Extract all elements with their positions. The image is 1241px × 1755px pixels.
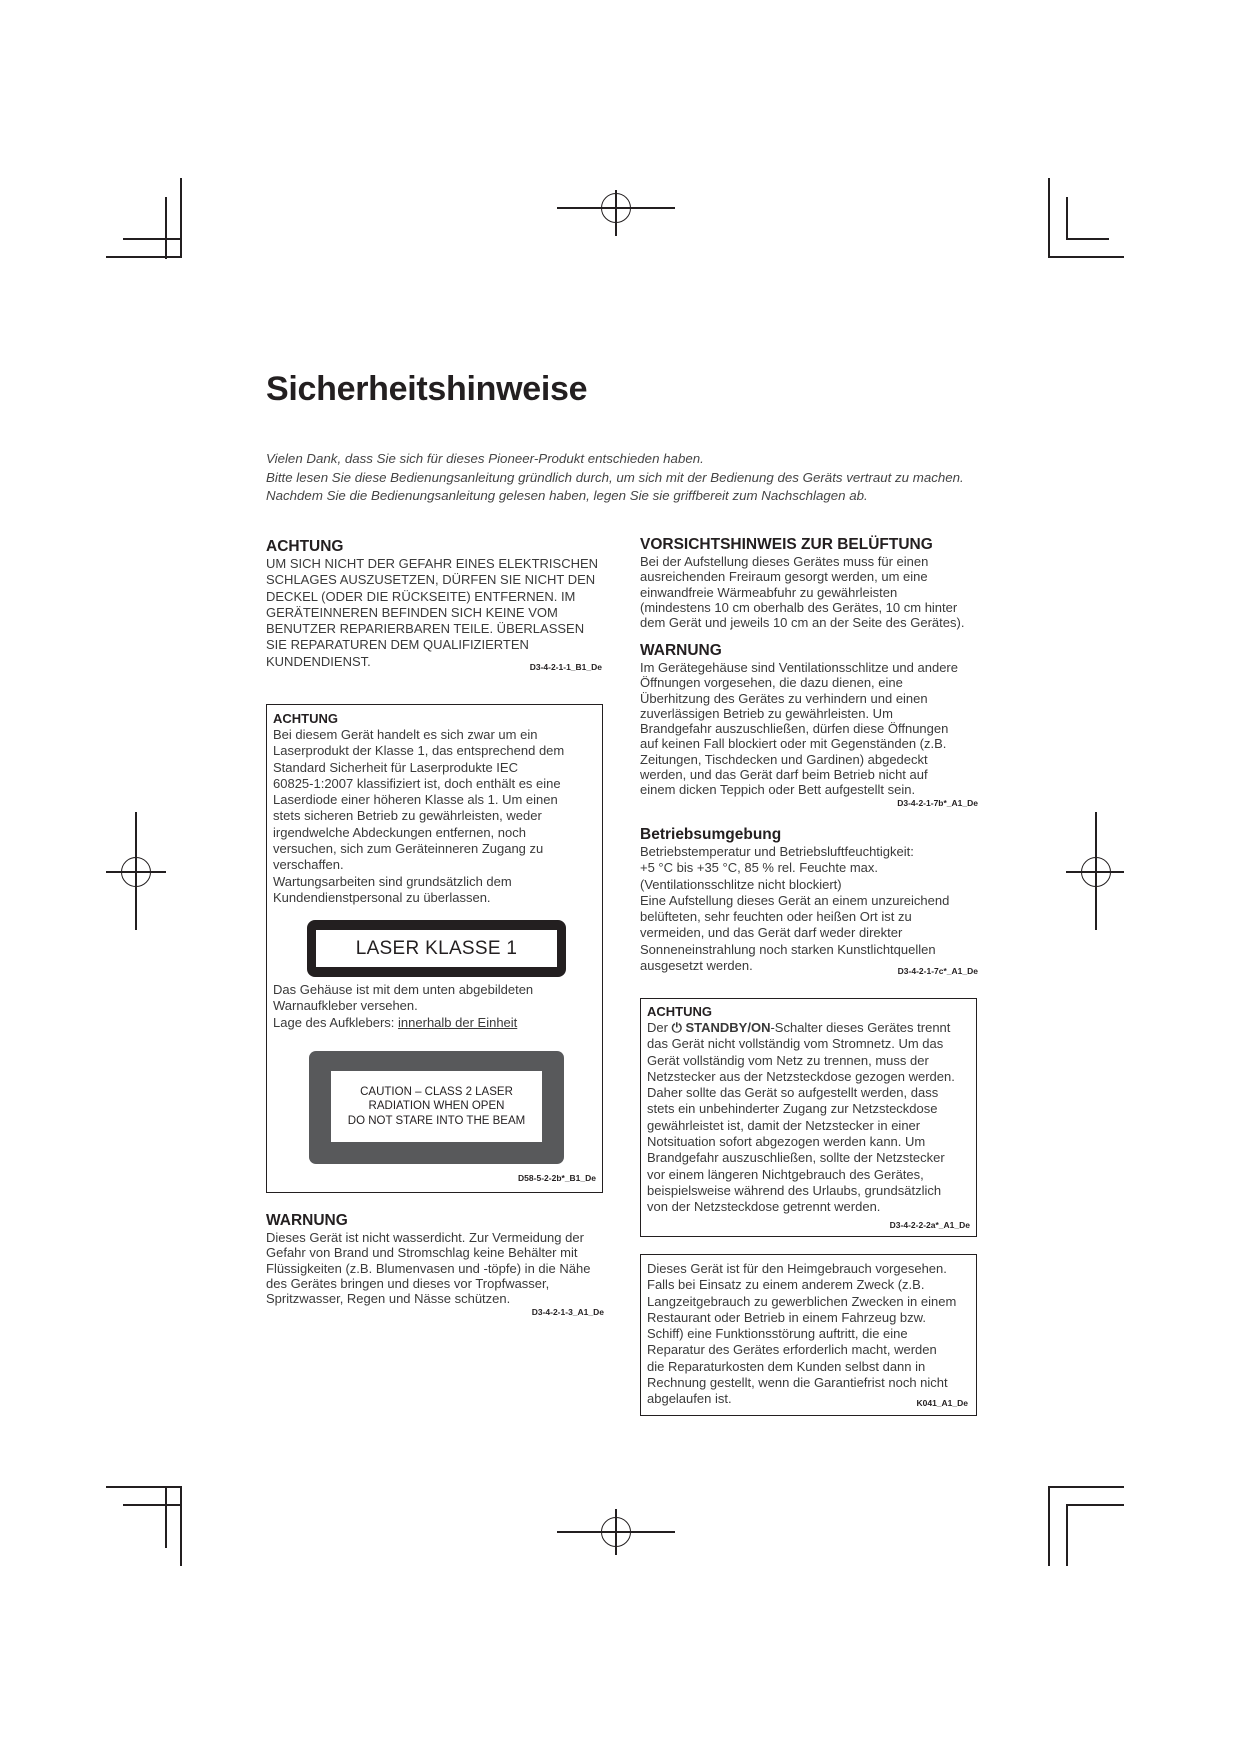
text-line: Langzeitgebrauch zu gewerblichen Zwecken in einem [647,1293,957,1309]
text-line: Flüssigkeiten (z.B. Blumenvasen und -töpfe) in die Nähe [266,1260,591,1276]
text-line: Standard Sicherheit für Laserprodukte IEC [273,759,518,775]
text-line: DECKEL (ODER DIE RÜCKSEITE) ENTFERNEN. IM [266,588,576,604]
standby-on-label: STANDBY/ON [681,1020,771,1035]
betriebsumgebung-text [640,844,978,977]
text-line: vor einem längeren Nichtgebrauch des Gerätes, [647,1166,924,1182]
text-line: Netzstecker aus der Netzsteckdose gezogen werden. [647,1068,955,1084]
text-line: Das Gehäuse ist mit dem unten abgebildeten [273,982,534,997]
reference-code: D3-4-2-2-2a*_A1_De [889,1220,970,1230]
text-fragment: -Schalter dieses Gerätes trennt [770,1020,951,1035]
reference-code: D58-5-2-2b*_B1_De [518,1173,596,1183]
page-title: Sicherheitshinweise [266,370,588,408]
laser-box-heading: ACHTUNG [273,711,338,726]
intro-text [266,450,1026,506]
text-line: Schiff) eine Funktionsstörung auftritt, die eine [647,1326,908,1342]
ventilation-heading: VORSICHTSHINWEIS ZUR BELÜFTUNG [640,536,933,553]
text-line: Brandgefahr auszuschließen, dürfen diese Öffnungen [640,721,949,737]
text-line: Spritzwasser, Regen und Nässe schützen. [266,1291,511,1307]
text-line: stets sicheren Betrieb zu gewährleisten, weder [273,808,542,824]
intro-line: Vielen Dank, dass Sie sich für dieses Pioneer-Produkt entschieden haben. [266,451,704,466]
text-line: gewährleistet ist, damit der Netzstecker in einer [647,1117,921,1133]
warnung-heading: WARNUNG [266,1212,348,1229]
text-line: vermeiden, und das Gerät darf weder direkter [640,925,903,941]
text-line: Gerät vollständig vom Netz zu trennen, muss der [647,1052,929,1068]
standby-box-text [647,1020,969,1216]
text-line: dem Gerät und jeweils 10 cm an der Seite des Gerätes). [640,615,965,631]
ventilation-section [640,536,978,630]
text-line: Rechnung gestellt, wenn die Garantiefrist noch nicht [647,1375,948,1391]
text-line: Bei diesem Gerät handelt es sich zwar um ein [273,727,538,742]
reference-code: D3-4-2-1-7b*_A1_De [897,797,978,808]
warnung-text [640,660,978,798]
text-line: versuchen, sich zum Geräteinneren Zugang zu [273,841,544,857]
text-line: Kundendienstpersonal zu überlassen. [273,889,491,905]
laser-box-text [273,727,593,906]
text-line: BENUTZER REPARIERBAREN TEILE. ÜBERLASSEN [266,621,585,637]
text-line: KUNDENDIENST. [266,653,371,669]
warnung-water-section [266,1212,604,1317]
text-line: das Gerät nicht vollständig vom Stromnetz. Um das [647,1036,944,1052]
text-line: UM SICH NICHT DER GEFAHR EINES ELEKTRISCHEN [266,556,599,571]
text-line: Laserdiode einer höheren Klasse als 1. Um einen [273,792,558,808]
intro-line: Bitte lesen Sie diese Bedienungsanleitung gründlich durch, um sich mit der Bedienung des Geräts vertraut zu machen. [266,469,964,485]
location-value: innerhalb der Einheit [398,1014,518,1030]
text-line: Überhitzung des Gerätes zu verhindern und einen [640,690,928,706]
text-line: verschaffen. [273,857,344,873]
text-line: Laserprodukt der Klasse 1, das entsprechend dem [273,743,565,759]
text-line: ausreichenden Freiraum gesorgt werden, um eine [640,569,928,585]
text-line: werden, und das Gerät darf beim Betrieb nicht auf [640,767,928,783]
warnung-text [266,1230,604,1306]
ventilation-text [640,554,978,630]
text-line: Falls bei Einsatz zu einem anderem Zweck (z.B. [647,1277,925,1293]
text-line: Restaurant oder Betrieb in einem Fahrzeug bzw. [647,1309,926,1325]
text-line: Öffnungen vorgesehen, die dazu dienen, eine [640,675,903,691]
text-line: stets ein unbehinderter Zugang zur Netzsteckdose [647,1101,938,1117]
text-fragment: Der [647,1020,672,1035]
text-line: belüfteten, sehr feuchten oder heißen Ort ist zu [640,909,912,925]
text-line: Betriebstemperatur und Betriebsluftfeuchtigkeit: [640,844,914,859]
text-line: Wartungsarbeiten sind grundsätzlich dem [273,873,512,889]
text-line: ausgesetzt werden. [640,958,753,974]
text-line: Dieses Gerät ist nicht wasserdicht. Zur Vermeidung der [266,1230,584,1245]
home-use-box [640,1254,977,1416]
reference-code: K041_A1_De [916,1398,968,1408]
text-line: irgendwelche Abdeckungen entfernen, noch [273,824,526,840]
power-icon: ⏻ [671,1020,682,1035]
text-line: von der Netzsteckdose getrennt werden. [647,1199,881,1215]
caution-line: RADIATION WHEN OPEN [368,1100,505,1113]
label-location-text [273,982,593,1031]
reference-code: D3-4-2-1-7c*_A1_De [897,966,978,977]
text-line: Notsituation sofort abgezogen werden kann. Um [647,1134,926,1150]
standby-warning-box [640,998,977,1237]
text-line: Daher sollte das Gerät so aufgestellt werden, dass [647,1085,939,1101]
text-line: Reparatur des Gerätes erforderlich macht, werden [647,1342,937,1358]
achtung-heading: ACHTUNG [266,538,344,555]
text-line: Bei der Aufstellung dieses Gerätes muss für einen [640,554,929,569]
text-line: die Reparaturkosten dem Kunden selbst dann in [647,1358,926,1374]
text-line: Im Gerätegehäuse sind Ventilationsschlitze und andere [640,660,958,675]
reference-code: D3-4-2-1-1_B1_De [529,662,602,673]
achtung-text [266,556,602,673]
text-line: einem dicken Teppich oder Bett aufgestellt sein. [640,782,916,798]
reference-code: D3-4-2-1-3_A1_De [531,1307,604,1318]
warnung-heading: WARNUNG [640,642,722,659]
caution-sticker [309,1051,564,1164]
text-line: (mindestens 10 cm oberhalb des Gerätes, 10 cm hinter [640,599,958,615]
betriebsumgebung-heading: Betriebsumgebung [640,826,782,843]
text-line: abgelaufen ist. [647,1391,732,1407]
text-line: Zeitungen, Tischdecken und Gardinen) abgedeckt [640,751,928,767]
text-line: Gefahr von Brand und Stromschlag keine Behälter mit [266,1245,578,1261]
text-line: auf keinen Fall blockiert oder mit Gegenständen (z.B. [640,736,947,752]
laser-class-label-text: LASER KLASSE 1 [316,930,557,967]
betriebsumgebung-section [640,826,978,976]
text-line: SIE REPARATUREN DEM QUALIFIZIERTEN [266,637,529,653]
text-line: beispielsweise während des Urlaubs, grundsätzlich [647,1182,942,1198]
caution-line: DO NOT STARE INTO THE BEAM [347,1114,526,1127]
label-location-line [273,1015,593,1031]
text-line: des Gerätes bringen und dieses vor Tropfwasser, [266,1275,550,1291]
text-line: GERÄTEINNEREN BEFINDEN SICH KEINE VOM [266,604,558,620]
text-line: (Ventilationsschlitze nicht blockiert) [640,876,842,892]
standby-box-heading: ACHTUNG [647,1004,712,1019]
text-line: Eine Aufstellung dieses Gerät an einem unzureichend [640,892,950,908]
caution-sticker-text [331,1071,542,1142]
text-line: einwandfreie Wärmeabfuhr zu gewährleisten [640,584,898,600]
home-use-text [647,1261,969,1408]
warnung-ventilation-section [640,642,978,808]
text-line: Dieses Gerät ist für den Heimgebrauch vorgesehen. [647,1261,947,1276]
text-line: 60825-1:2007 klassifiziert ist, doch enthält es eine [273,775,561,791]
laser-class-label [307,920,566,977]
caution-line: CAUTION – CLASS 2 LASER [360,1085,513,1098]
location-prefix: Lage des Aufklebers: [273,1014,399,1030]
text-line: Brandgefahr auszuschließen, sollte der Netzstecker [647,1150,945,1166]
standby-first-line [647,1020,969,1036]
text-line: zuverlässigen Betrieb zu gewährleisten. Um [640,705,893,721]
text-line: Sonneneinstrahlung noch starken Kunstlichtquellen [640,941,936,957]
text-line: +5 °C bis +35 °C, 85 % rel. Feuchte max. [640,860,879,876]
text-line: Warnaufkleber versehen. [273,998,418,1014]
achtung-section [266,538,602,672]
intro-line: Nachdem Sie die Bedienungsanleitung gelesen haben, legen Sie sie griffbereit zum Nachschlagen ab. [266,488,868,503]
text-line: SCHLAGES AUSZUSETZEN, DÜRFEN SIE NICHT DEN [266,572,596,588]
